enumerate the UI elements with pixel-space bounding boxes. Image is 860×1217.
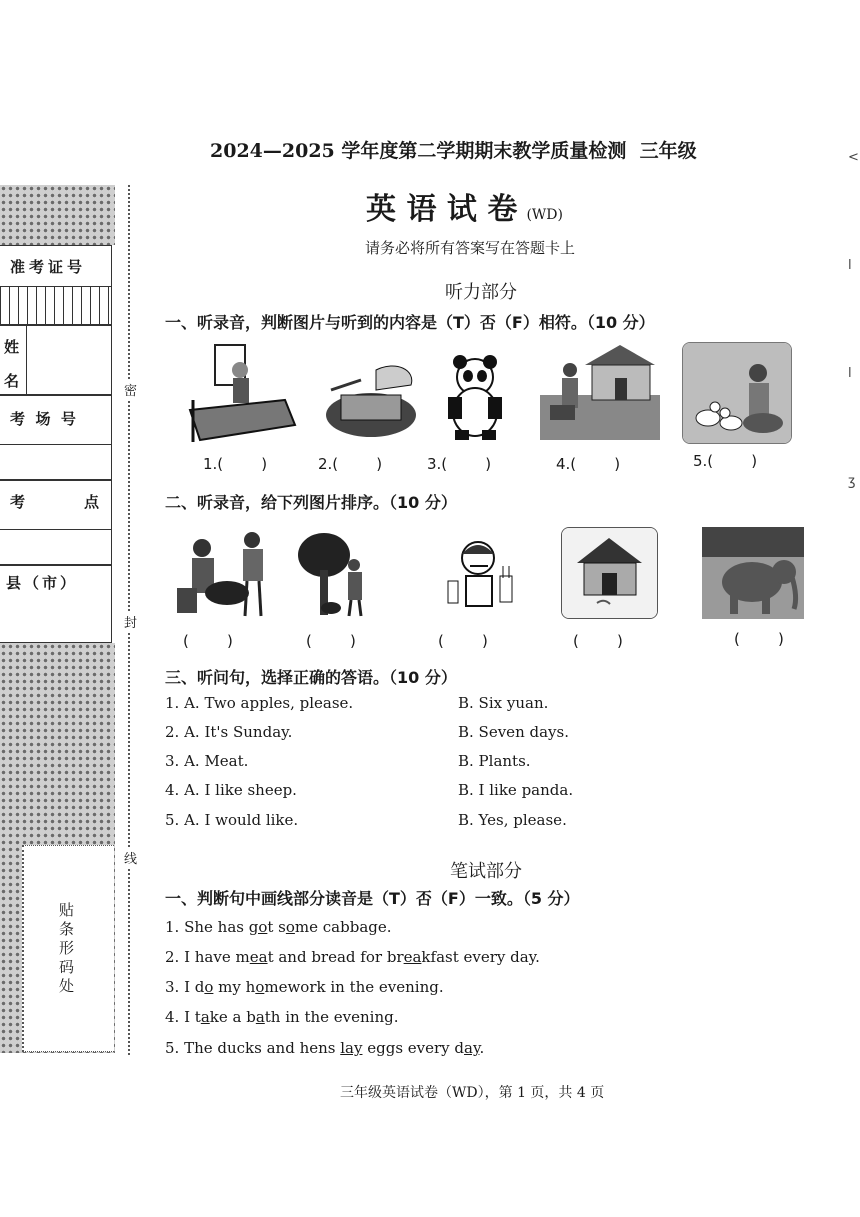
exam-site-label-1: 考	[10, 493, 26, 511]
name-label-2: 名	[4, 372, 20, 390]
page-footer: 三年级英语试卷（WD），第 1 页，共 4 页	[340, 1085, 605, 1101]
underlined-part-3b: o	[255, 978, 265, 996]
exam-title: 2024—2025 学年度第二学期期末教学质量检测 三年级	[210, 140, 697, 162]
exam-room-label: 考 场 号	[10, 410, 76, 428]
part3-option-3a[interactable]: 3. A. Meat.	[165, 752, 249, 770]
family-under-tree-picture	[296, 530, 376, 618]
part1-blank-3[interactable]: 3.( )	[427, 455, 492, 473]
right-edge-marks: < l l ʒ	[848, 150, 859, 489]
barcode-label: 贴条形码处	[59, 901, 75, 995]
county-box	[0, 565, 112, 643]
underlined-part-1b: o	[285, 918, 295, 936]
subject-title-row	[366, 184, 563, 228]
written-sentence-1: 1. She has got some cabbage.	[165, 918, 392, 936]
part2-blank-5[interactable]: ( )	[734, 630, 784, 648]
exam-site-label-2: 点	[84, 493, 100, 511]
written-sentence-2: 2. I have meat and bread for breakfast every day.	[165, 948, 540, 966]
listening-part2-title: 二、听录音，给下列图片排序。（10 分）	[165, 493, 457, 512]
county-label: 县（市）	[6, 574, 79, 592]
listening-heading: 听力部分	[445, 282, 517, 303]
name-label-1: 姓	[4, 338, 20, 356]
part1-blank-1[interactable]: 1.( )	[203, 455, 268, 473]
part3-option-5b[interactable]: B. Yes, please.	[458, 811, 567, 829]
part1-blank-4[interactable]: 4.( )	[556, 455, 621, 473]
part2-blank-1[interactable]: ( )	[183, 632, 233, 650]
part2-blank-3[interactable]: ( )	[438, 632, 488, 650]
girl-making-bed-picture	[185, 340, 300, 445]
seal-word-xian: 线	[124, 848, 137, 867]
written-part1-title: 一、判断句中画线部分读音是（T）否（F）一致。（5 分）	[165, 889, 580, 908]
house-picture	[561, 527, 658, 619]
underlined-part-2a: ea	[249, 948, 268, 966]
elephant-picture	[702, 527, 804, 619]
admission-label: 准考证号	[10, 258, 87, 276]
part3-option-2a[interactable]: 2. A. It's Sunday.	[165, 723, 293, 741]
farmer-with-house-picture	[540, 340, 660, 440]
seal-word-mi: 密	[124, 380, 137, 399]
written-sentence-3: 3. I do my homework in the evening.	[165, 978, 444, 996]
exam-site-box	[0, 480, 112, 565]
underlined-part-4a: a	[200, 1008, 210, 1026]
part3-option-5a[interactable]: 5. A. I would like.	[165, 811, 299, 829]
underlined-part-3a: o	[204, 978, 214, 996]
part3-option-1b[interactable]: B. Six yuan.	[458, 694, 549, 712]
man-brushing-teeth-picture	[440, 536, 520, 608]
part3-option-3b[interactable]: B. Plants.	[458, 752, 531, 770]
underlined-part-5a: lay	[340, 1039, 363, 1057]
answer-notice: 请务必将所有答案写在答题卡上	[365, 239, 576, 257]
edition-label: (WD)	[526, 207, 563, 223]
part1-blank-5[interactable]: 5.( )	[693, 452, 758, 470]
admission-digit-grid	[0, 286, 112, 327]
part3-option-1a[interactable]: 1. A. Two apples, please.	[165, 694, 354, 712]
written-sentence-4: 4. I take a bath in the evening.	[165, 1008, 399, 1026]
name-box	[0, 325, 112, 395]
part2-blank-4[interactable]: ( )	[573, 632, 623, 650]
part2-blank-2[interactable]: ( )	[306, 632, 356, 650]
barcode-area	[22, 845, 114, 1052]
bread-toast-picture	[316, 350, 421, 445]
underlined-part-4b: a	[255, 1008, 265, 1026]
seal-word-feng: 封	[124, 612, 137, 631]
written-sentence-5: 5. The ducks and hens lay eggs every day.	[165, 1039, 485, 1057]
subject-title: 英 语 试 卷	[366, 192, 518, 227]
written-heading: 笔试部分	[450, 861, 522, 882]
people-with-animals-picture	[167, 528, 279, 620]
underlined-part-1a: go	[248, 918, 268, 936]
sidebar-hatch-top	[0, 185, 115, 245]
woman-with-ducks-picture	[682, 342, 792, 444]
underlined-part-5b: ay	[464, 1039, 480, 1057]
part3-option-2b[interactable]: B. Seven days.	[458, 723, 569, 741]
admission-number-box	[0, 245, 112, 325]
panda-picture	[440, 352, 510, 442]
underlined-part-2b: ea	[403, 948, 422, 966]
listening-part3-title: 三、听问句，选择正确的答语。（10 分）	[165, 668, 457, 687]
part3-option-4b[interactable]: B. I like panda.	[458, 781, 574, 799]
part3-option-4a[interactable]: 4. A. I like sheep.	[165, 781, 297, 799]
exam-room-box	[0, 395, 112, 480]
part1-blank-2[interactable]: 2.( )	[318, 455, 383, 473]
listening-part1-title: 一、听录音，判断图片与听到的内容是（T）否（F）相符。（10 分）	[165, 313, 655, 332]
